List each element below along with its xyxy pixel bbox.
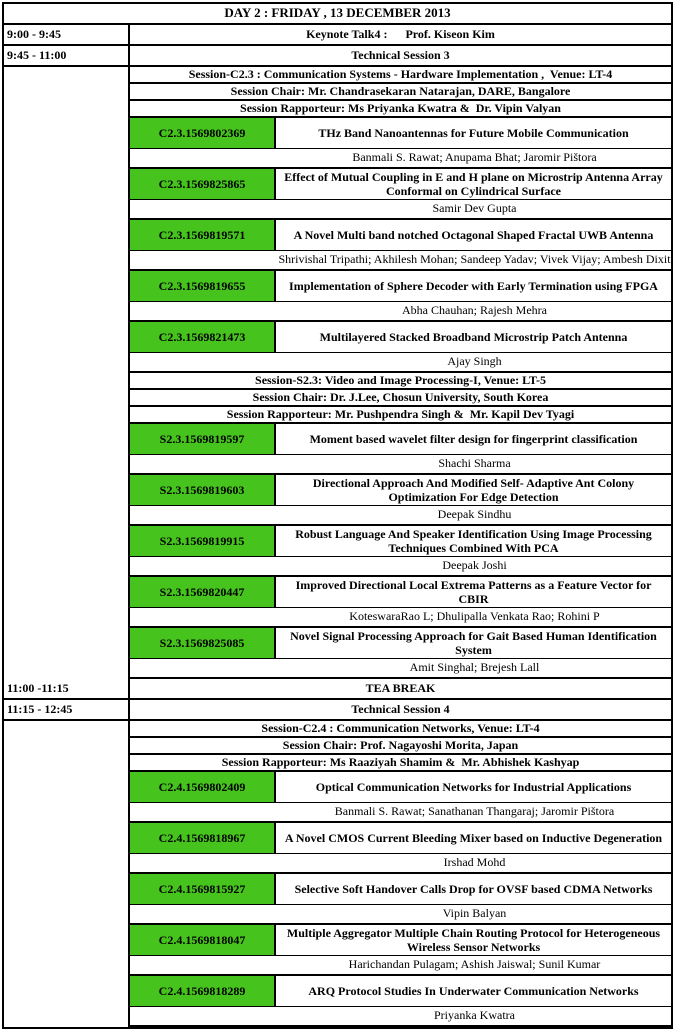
paper-id-badge: S2.3.1569819597 bbox=[130, 424, 276, 454]
paper-id-badge: C2.3.1569802369 bbox=[130, 118, 276, 148]
paper-row bbox=[130, 424, 671, 475]
paper-row-top bbox=[130, 526, 671, 557]
paper-id-badge: C2.4.1569802409 bbox=[130, 772, 276, 802]
paper-row bbox=[130, 976, 671, 1027]
paper-authors: Deepak Sindhu bbox=[437, 507, 512, 521]
paper-row bbox=[130, 118, 671, 169]
session-chair: Session Chair: Mr. Chandrasekaran Natarajan, DARE, Bangalore bbox=[130, 84, 671, 101]
session-title: Session-C2.4 : Communication Networks, Venue: LT-4 bbox=[130, 721, 671, 738]
paper-authors: Abha Chauhan; Rajesh Mehra bbox=[402, 303, 547, 317]
time-row-label: Keynote Talk4 : Prof. Kiseon Kim bbox=[306, 27, 495, 41]
paper-authors: Banmali S. Rawat; Anupama Bhat; Jaromir Pištora bbox=[352, 150, 597, 164]
paper-row bbox=[130, 628, 671, 679]
time-row bbox=[4, 700, 671, 721]
paper-row bbox=[130, 925, 671, 976]
time-row-label: Technical Session 4 bbox=[351, 702, 450, 716]
paper-row-top bbox=[130, 220, 671, 251]
paper-row-top bbox=[130, 118, 671, 149]
paper-id-badge: C2.3.1569819571 bbox=[130, 220, 276, 250]
paper-id-badge: S2.3.1569820447 bbox=[130, 577, 276, 607]
time-row bbox=[4, 25, 671, 46]
paper-row-top bbox=[130, 772, 671, 803]
conference-schedule-table bbox=[2, 2, 673, 1029]
paper-row-top bbox=[130, 874, 671, 905]
session-block-content bbox=[130, 67, 671, 679]
paper-row bbox=[130, 577, 671, 628]
paper-title: Improved Directional Local Extrema Patterns as a Feature Vector for CBIR bbox=[295, 578, 652, 606]
session-title: Session-C2.3 : Communication Systems - Hardware Implementation , Venue: LT-4 bbox=[130, 67, 671, 84]
paper-title: ARQ Protocol Studies In Underwater Communication Networks bbox=[308, 984, 639, 998]
paper-row-top bbox=[130, 823, 671, 854]
session-rapporteur: Session Rapporteur: Mr. Pushpendra Singh & Mr. Kapil Dev Tyagi bbox=[130, 407, 671, 424]
paper-row-top bbox=[130, 628, 671, 659]
paper-id-badge: S2.3.1569819603 bbox=[130, 475, 276, 505]
paper-authors: Shachi Sharma bbox=[438, 456, 511, 470]
paper-title: Effect of Mutual Coupling in E and H plane on Microstrip Antenna Array Conformal on Cylindrical Surface bbox=[284, 170, 663, 198]
paper-authors: KoteswaraRao L; Dhulipalla Venkata Rao; Rohini P bbox=[349, 609, 600, 623]
paper-title: A Novel CMOS Current Bleeding Mixer based on Inductive Degeneration bbox=[284, 831, 663, 845]
time-cell-empty bbox=[4, 721, 130, 1027]
paper-row-top bbox=[130, 475, 671, 506]
paper-row bbox=[130, 772, 671, 823]
time-cell: 9:45 - 11:00 bbox=[4, 46, 130, 65]
time-cell-empty bbox=[4, 67, 130, 679]
paper-row bbox=[130, 874, 671, 925]
time-cell: 9:00 - 9:45 bbox=[4, 25, 130, 44]
paper-title: Robust Language And Speaker Identification Using Image Processing Techniques Combined With PCA bbox=[295, 527, 652, 555]
paper-row-top bbox=[130, 424, 671, 455]
paper-authors: Samir Dev Gupta bbox=[432, 201, 517, 215]
paper-row-top bbox=[130, 925, 671, 956]
paper-row-top bbox=[130, 577, 671, 608]
paper-authors: Irshad Mohd bbox=[443, 855, 506, 869]
session-block bbox=[4, 721, 671, 1027]
paper-id-badge: S2.3.1569825085 bbox=[130, 628, 276, 658]
time-row bbox=[4, 46, 671, 67]
paper-title: Optical Communication Networks for Industrial Applications bbox=[315, 780, 632, 794]
paper-authors: Banmali S. Rawat; Sanathanan Thangaraj; Jaromir Pištora bbox=[334, 804, 615, 818]
paper-title: Moment based wavelet filter design for fingerprint classification bbox=[309, 432, 638, 446]
paper-row-top bbox=[130, 271, 671, 302]
paper-row bbox=[130, 220, 671, 271]
paper-id-badge: C2.4.1569818289 bbox=[130, 976, 276, 1006]
paper-row bbox=[130, 526, 671, 577]
paper-row bbox=[130, 169, 671, 220]
paper-authors: Harichandan Pulagam; Ashish Jaiswal; Sunil Kumar bbox=[348, 957, 601, 971]
paper-row-top bbox=[130, 976, 671, 1007]
date-header: DAY 2 : FRIDAY , 13 DECEMBER 2013 bbox=[4, 4, 671, 25]
paper-title: Directional Approach And Modified Self- Adaptive Ant Colony Optimization For Edge Detection bbox=[312, 476, 635, 504]
paper-title: Multiple Aggregator Multiple Chain Routing Protocol for Heterogeneous Wireless Sensor Networks bbox=[286, 926, 661, 954]
time-cell: 11:15 - 12:45 bbox=[4, 700, 130, 719]
paper-authors: Ajay Singh bbox=[447, 354, 502, 368]
paper-authors: Amit Singhal; Brejesh Lall bbox=[409, 660, 540, 674]
paper-id-badge: S2.3.1569819915 bbox=[130, 526, 276, 556]
session-chair: Session Chair: Prof. Nagayoshi Morita, Japan bbox=[130, 738, 671, 755]
time-row bbox=[4, 679, 671, 700]
paper-id-badge: C2.4.1569818047 bbox=[130, 925, 276, 955]
paper-title: Implementation of Sphere Decoder with Early Termination using FPGA bbox=[289, 279, 658, 293]
session-rapporteur: Session Rapporteur: Ms Priyanka Kwatra & Dr. Vipin Valyan bbox=[130, 101, 671, 118]
paper-row bbox=[130, 271, 671, 322]
paper-authors: Deepak Joshi bbox=[442, 558, 507, 572]
session-rapporteur: Session Rapporteur: Ms Raaziyah Shamim & Mr. Abhishek Kashyap bbox=[130, 755, 671, 772]
paper-id-badge: C2.4.1569815927 bbox=[130, 874, 276, 904]
paper-row bbox=[130, 322, 671, 373]
paper-title: THz Band Nanoantennas for Future Mobile Communication bbox=[318, 126, 629, 140]
paper-title: A Novel Multi band notched Octagonal Shaped Fractal UWB Antenna bbox=[293, 228, 654, 242]
paper-id-badge: C2.4.1569818967 bbox=[130, 823, 276, 853]
paper-authors: Shrivishal Tripathi; Akhilesh Mohan; Sandeep Yadav; Vivek Vijay; Ambesh Dixit bbox=[278, 252, 671, 266]
paper-row bbox=[130, 823, 671, 874]
session-chair: Session Chair: Dr. J.Lee, Chosun University, South Korea bbox=[130, 390, 671, 407]
paper-title: Selective Soft Handover Calls Drop for OVSF based CDMA Networks bbox=[294, 882, 653, 896]
time-row-label: Technical Session 3 bbox=[351, 48, 450, 62]
time-cell: 11:00 -11:15 bbox=[4, 679, 130, 698]
paper-authors: Priyanka Kwatra bbox=[434, 1008, 515, 1022]
session-title: Session-S2.3: Video and Image Processing-I, Venue: LT-5 bbox=[130, 373, 671, 390]
paper-title: Multilayered Stacked Broadband Microstrip Patch Antenna bbox=[319, 330, 628, 344]
paper-row-top bbox=[130, 322, 671, 353]
paper-id-badge: C2.3.1569819655 bbox=[130, 271, 276, 301]
time-row-label: TEA BREAK bbox=[365, 681, 436, 695]
session-block bbox=[4, 67, 671, 679]
paper-id-badge: C2.3.1569825865 bbox=[130, 169, 276, 199]
session-block-content bbox=[130, 721, 671, 1027]
paper-authors: Vipin Balyan bbox=[442, 906, 507, 920]
paper-row-top bbox=[130, 169, 671, 200]
paper-id-badge: C2.3.1569821473 bbox=[130, 322, 276, 352]
paper-row bbox=[130, 475, 671, 526]
paper-title: Novel Signal Processing Approach for Gait Based Human Identification System bbox=[290, 629, 657, 657]
